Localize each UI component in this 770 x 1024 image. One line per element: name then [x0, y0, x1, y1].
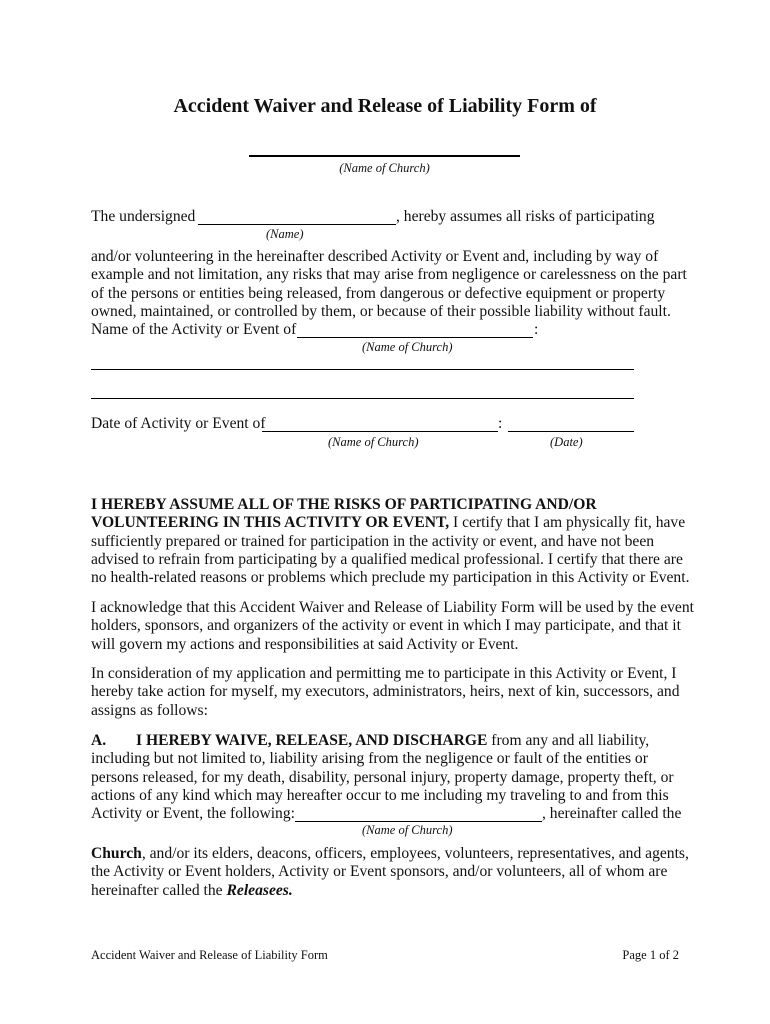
- assume-risk-line: no health-related reasons or problems which preclude my participation in this Activity or Event.: [91, 569, 690, 587]
- church-term: Church: [91, 845, 142, 862]
- activity-date-label: Date of Activity or Event of: [91, 415, 266, 432]
- section-a-line: including but not limited to, liability arising from the negligence or fault of the entities or: [91, 750, 648, 768]
- section-a-church-field[interactable]: [295, 821, 542, 822]
- assume-risk-line: [91, 514, 691, 532]
- consideration-paragraph: [91, 665, 691, 720]
- page-number: Page 1 of 2: [622, 948, 679, 962]
- assume-risk-line: sufficiently prepared or trained for participation in the activity or event, and have not been: [91, 532, 655, 550]
- assumes-risk-text: , hereby assumes all risks of participating: [396, 208, 655, 225]
- activity-date-field[interactable]: [508, 431, 634, 432]
- acknowledge-line: will govern my actions and responsibilities at said Activity or Event.: [91, 635, 519, 653]
- activity-name-label: Name of the Activity or Event of: [91, 321, 297, 338]
- acknowledge-line: I acknowledge that this Accident Waiver and Release of Liability Form will be used by the event: [91, 599, 694, 616]
- church-paragraph: [91, 845, 691, 900]
- church-line: [91, 845, 691, 863]
- date-caption: (Date): [550, 435, 583, 449]
- activity-name-field[interactable]: [297, 337, 533, 338]
- church-name-field[interactable]: [249, 155, 520, 157]
- undersigned-name-field[interactable]: [198, 224, 396, 225]
- section-a-text: from any and all liability,: [487, 732, 650, 749]
- section-a-letter: A.: [91, 732, 107, 749]
- consideration-line: In consideration of my application and permitting me to participate in this Activity or Event, I: [91, 665, 677, 682]
- activity-blank-line-1[interactable]: [91, 369, 634, 370]
- assume-risk-text: I certify that I am physically fit, have: [449, 514, 686, 532]
- section-a-church-caption: (Name of Church): [362, 823, 453, 837]
- footer-title: Accident Waiver and Release of Liability Form: [91, 948, 328, 962]
- section-a-paragraph: [91, 732, 691, 805]
- activity-church-caption: (Name of Church): [362, 340, 453, 354]
- church-line: the Activity or Event holders, Activity or Event sponsors, and/or volunteers, all of whom are: [91, 863, 668, 881]
- activity-date-church-field[interactable]: [262, 431, 498, 432]
- section-a-following-label: Activity or Event, the following:: [91, 805, 295, 822]
- name-caption: (Name): [266, 227, 304, 241]
- church-line: [91, 882, 691, 900]
- intro-line: owned, maintained, or controlled by them, or because of their possible liability without fault.: [91, 302, 671, 320]
- releasees-term: Releasees.: [226, 881, 293, 899]
- church-line-text: hereinafter called the: [91, 881, 227, 899]
- consideration-line: hereby take action for myself, my executors, administrators, heirs, next of kin, successors, and: [91, 683, 680, 701]
- assume-risk-paragraph: [91, 496, 691, 587]
- acknowledge-line: holders, sponsors, and organizers of the activity or event in which I may participate, and that it: [91, 617, 681, 635]
- section-a-line: persons released, for my death, disability, personal injury, property damage, property theft, or: [91, 768, 674, 786]
- intro-line: and/or volunteering in the hereinafter described Activity or Event and, including by way of: [91, 248, 659, 265]
- undersigned-label: The undersigned: [91, 208, 196, 225]
- church-text: , and/or its elders, deacons, officers, employees, volunteers, representatives, and agents,: [141, 845, 689, 862]
- consideration-line: assigns as follows:: [91, 701, 208, 719]
- page-title: Accident Waiver and Release of Liability Form of: [173, 95, 597, 117]
- church-name-caption: (Name of Church): [339, 161, 430, 175]
- intro-line: of the persons or entities being released, from dangerous or defective equipment or property: [91, 284, 666, 302]
- section-a-hereinafter-text: , hereinafter called the: [542, 805, 682, 822]
- date-church-caption: (Name of Church): [328, 435, 419, 449]
- assume-risk-heading: I HEREBY ASSUME ALL OF THE RISKS OF PARTICIPATING AND/OR: [91, 496, 597, 513]
- section-a-first-line: [91, 732, 691, 750]
- activity-date-colon: :: [498, 415, 503, 432]
- activity-name-colon: :: [534, 321, 539, 338]
- acknowledge-paragraph: [91, 599, 694, 654]
- assume-risk-line: advised to refrain from participating by a qualified medical professional. I certify that there are: [91, 550, 683, 568]
- activity-blank-line-2[interactable]: [91, 398, 634, 399]
- section-a-heading: I HEREBY WAIVE, RELEASE, AND DISCHARGE: [136, 732, 488, 749]
- intro-paragraph: [91, 248, 691, 321]
- assume-risk-heading-cont: VOLUNTEERING IN THIS ACTIVITY OR EVENT,: [91, 514, 450, 532]
- section-a-line: actions of any kind which may hereafter occur to me including my traveling to and from this: [91, 786, 669, 804]
- intro-line: example and not limitation, any risks that may arise from negligence or carelessness on the part: [91, 266, 687, 284]
